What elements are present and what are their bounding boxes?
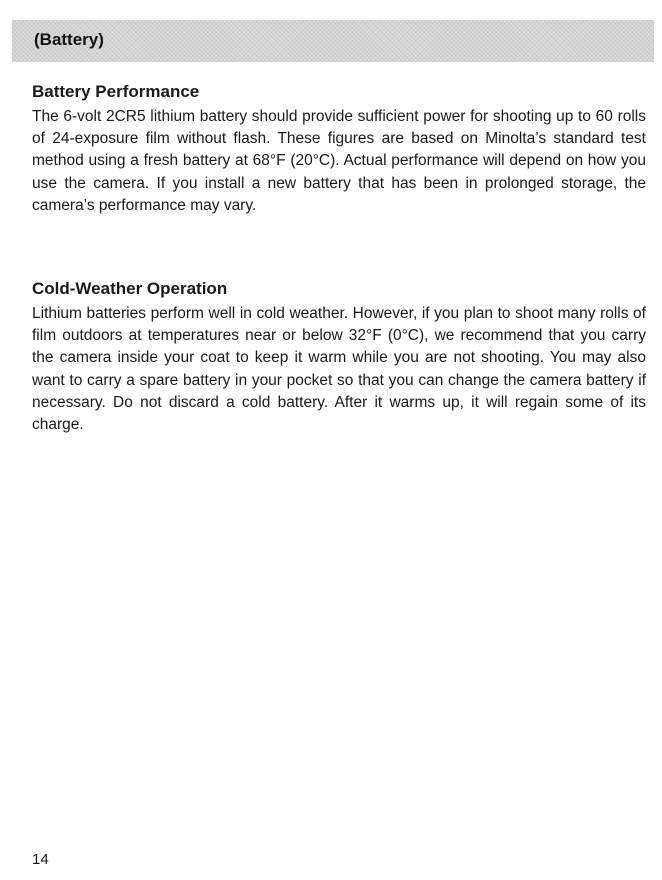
battery-performance-heading: Battery Performance — [32, 82, 200, 101]
battery-performance-section — [32, 80, 646, 217]
cold-weather-paragraph: Lithium batteries perform well in cold weather. However, if you plan to shoot many rolls of film outdoors at temperatures near or below 32°F (0°C), we recommend that you carry the camera inside your coat to keep it warm while you are not shooting. You may also want to carry a spare battery in your pocket so that you can change the camera battery if necessary. Do not discard a cold battery. After it warms up, it will regain some of its charge. — [32, 305, 646, 434]
section-title: (Battery) — [34, 30, 104, 49]
section-header-band — [12, 20, 654, 62]
battery-performance-paragraph: The 6-volt 2CR5 lithium battery should provide sufficient power for shooting up to 60 rolls of 24-exposure film without flash. These figures are based on Minolta’s standard test method using a fresh battery at 68°F (20°C). Actual performance will depend on how you use the camera. If you install a new battery that has been in prolonged storage, the camera’s performance may vary. — [32, 108, 646, 214]
cold-weather-heading: Cold-Weather Operation — [32, 279, 228, 298]
page-number: 14 — [32, 851, 49, 868]
cold-weather-section — [32, 277, 646, 436]
